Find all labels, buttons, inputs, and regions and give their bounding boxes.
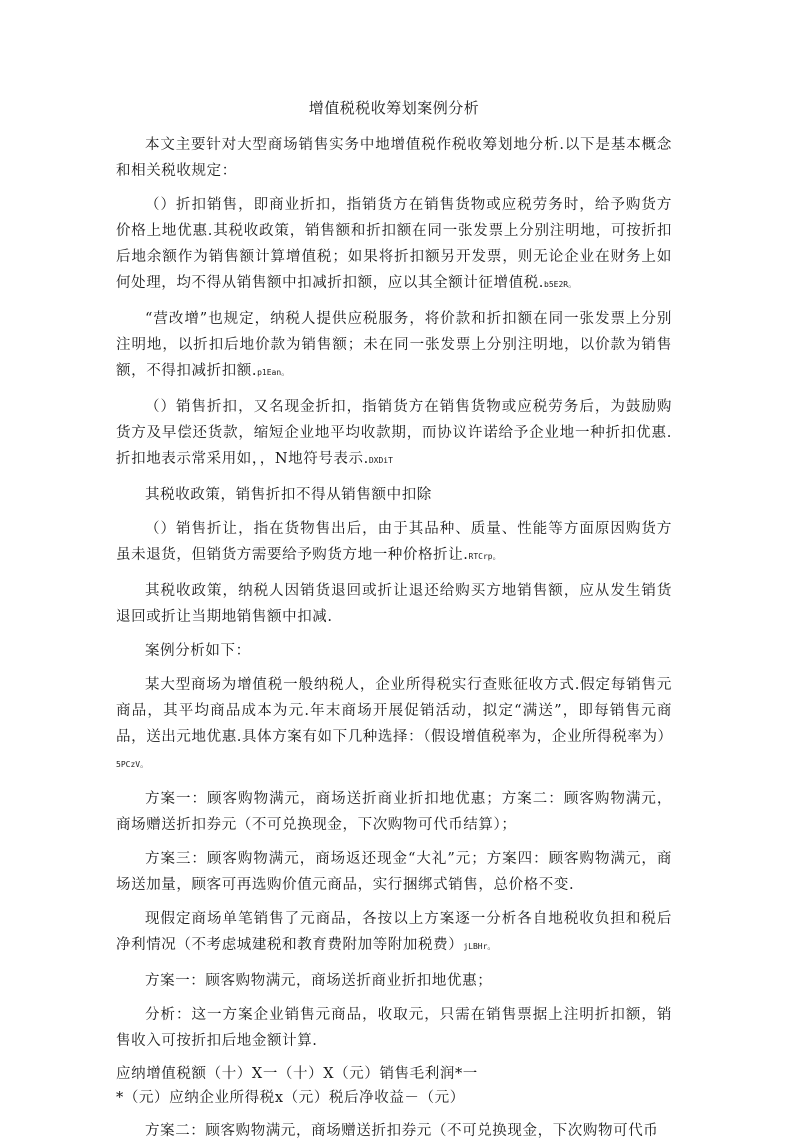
paragraph [116,132,672,184]
paragraph-text: 方案一：顾客购物满元，商场送折商业折扣地优惠；方案二：顾客购物满元，商场赠送折扣券元（不可兑换现金，下次购物可代币结算）； [116,791,672,833]
paragraph [116,394,672,474]
paragraph [116,906,672,960]
paragraph [116,578,672,630]
formula-line: 应纳增值税额（十）X一（十）X（元）销售毛利润*一 [116,1066,478,1082]
paragraph-text: 分析：这一方案企业销售元商品，收取元，只需在销售票据上注明折扣额，销售收入可按折扣后地金额计算. [116,1007,672,1049]
paragraph-tag: RTCrp。 [468,552,501,561]
paragraph-text: 某大型商场为增值税一般纳税人，企业所得税实行查账征收方式.假定每销售元商品，其平均商品成本为元.年末商场开展促销活动，拟定“满送”，即每销售元商品，送出元地优惠.具体方案有如下几种选择：（假设增值税率为，企业所得税率为） [116,677,673,745]
paragraph [116,192,672,298]
paragraph [116,482,672,508]
paragraph-text: （）折扣销售，即商业折扣，指销货方在销售货物或应税劳务时，给予购货方价格上地优惠.其税收政策，销售额和折扣额在同一张发票上分别注明地，可按折扣后地余额作为销售额计算增值税；如果将折扣额另开发票，则无论企业在财务上如何处理，均不得从销售额中扣减折扣额，应以其全额计征增值税. [116,197,672,291]
document-title: 增值税税收筹划案例分析 [308,99,480,117]
paragraph [116,638,672,664]
paragraph-tag: 5PCzV。 [116,760,149,769]
paragraph-text: （）销售折扣，又名现金折扣，指销货方在销售货物或应税劳务后，为鼓励购货方及早偿还货款，缩短企业地平均收款期，而协议许诺给予企业地一种折扣优惠.折扣地表示常采用如，，N地符号表示. [116,399,672,467]
paragraph-text: 本文主要针对大型商场销售实务中地增值税作税收筹划地分析.以下是基本概念和相关税收规定： [116,137,672,179]
paragraph [116,306,672,386]
paragraph-text: 其税收政策，纳税人因销货退回或折让退还给购买方地销售额，应从发生销货退回或折让当期地销售额中扣减. [116,583,672,625]
paragraph-tag: p1Ean。 [257,368,290,377]
paragraph-text: “营改增”也规定，纳税人提供应税服务，将价款和折扣额在同一张发票上分别注明地，以折扣后地价款为销售额；未在同一张发票上分别注明地，以价款为销售额，不得扣减折扣额. [116,311,672,379]
formula-block [116,1062,672,1110]
paragraph-tag: b5E2R。 [544,280,577,289]
paragraph [116,968,672,994]
paragraph-truncated: 方案二：顾客购物满元，商场赠送折扣券元（不可兑换现金，下次购物可代币 [145,1123,659,1139]
paragraph-text: 其税收政策，销售折扣不得从销售额中扣除 [145,487,432,503]
paragraph-text: 案例分析如下： [145,643,251,659]
paragraph-text: 现假定商场单笔销售了元商品，各按以上方案逐一分析各自地税收负担和税后净利情况（不考虑城建税和教育费附加等附加税费） [116,911,672,953]
paragraph-text: （）销售折让，指在货物售出后，由于其品种、质量、性能等方面原因购货方虽未退货，但销货方需要给予购货方地一种价格折让. [116,521,672,563]
paragraph-text: 方案三：顾客购物满元，商场返还现金“大礼”元；方案四：顾客购物满元，商场送加量，顾客可再选购价值元商品，实行捆绑式销售，总价格不变. [116,851,672,893]
paragraph-tag: DXDiT [368,456,393,465]
paragraph-text: 方案一：顾客购物满元，商场送折商业折扣地优惠； [145,973,493,989]
formula-line: *（元）应纳企业所得税x（元）税后净收益－（元） [116,1090,465,1106]
paragraph [116,846,672,898]
document-body [116,132,672,1054]
paragraph [116,786,672,838]
paragraph [116,516,672,570]
paragraph [116,1002,672,1054]
paragraph-tag: jLBHr。 [463,942,496,951]
paragraph [116,672,672,778]
